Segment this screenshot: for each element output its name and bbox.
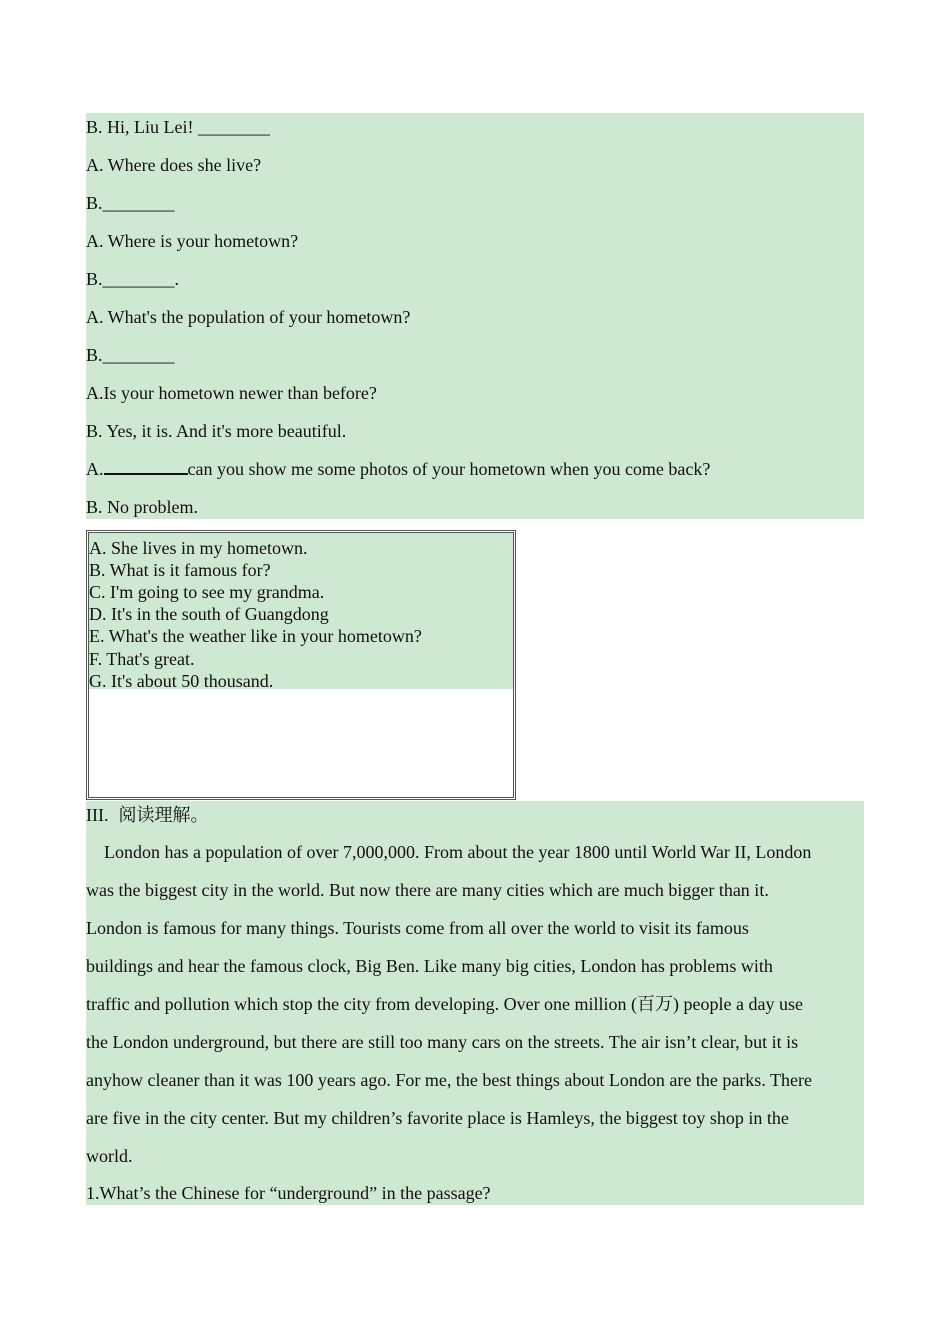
passage-line: the London underground, but there are still too many cars on the streets. The air isn’t clear, but it is (86, 1032, 799, 1052)
dialogue-line: B. Yes, it is. And it's more beautiful. (86, 421, 347, 441)
dialogue-speaker: A. (86, 459, 104, 479)
answer-blank[interactable] (104, 457, 188, 475)
dialogue-line: B.________. (86, 269, 180, 289)
dialogue-line: B.________ (86, 193, 175, 213)
question-text: 1.What’s the Chinese for “underground” in the passage? (86, 1183, 491, 1203)
option-item: E. What's the weather like in your hometown? (89, 626, 422, 646)
passage-line: traffic and pollution which stop the city from developing. Over one million (百万) people a day use (86, 994, 803, 1014)
passage-line: London has a population of over 7,000,000. From about the year 1800 until World War II, London (86, 842, 812, 862)
option-item: D. It's in the south of Guangdong (89, 604, 329, 624)
passage-line: buildings and hear the famous clock, Big Ben. Like many big cities, London has problems with (86, 956, 773, 976)
dialogue-line: B.________ (86, 345, 175, 365)
option-item: G. It's about 50 thousand. (89, 671, 274, 691)
options-box (86, 530, 516, 800)
option-item: F. That's great. (89, 649, 195, 669)
section-title: 阅读理解。 (118, 805, 209, 825)
passage-line: world. (86, 1146, 133, 1166)
dialogue-text: can you show me some photos of your hometown when you come back? (187, 459, 711, 479)
passage-line: are five in the city center. But my children’s favorite place is Hamleys, the biggest toy shop in the (86, 1108, 789, 1128)
dialogue-line: B. No problem. (86, 497, 198, 517)
option-item: C. I'm going to see my grandma. (89, 582, 325, 602)
option-item: B. What is it famous for? (89, 560, 271, 580)
dialogue-line: B. Hi, Liu Lei! ________ (86, 117, 270, 137)
section-number: III. (86, 805, 109, 825)
dialogue-line-with-blank (86, 457, 710, 481)
passage-line: London is famous for many things. Tourists come from all over the world to visit its famous (86, 918, 749, 938)
passage-line: anyhow cleaner than it was 100 years ago. For me, the best things about London are the parks. There (86, 1070, 812, 1090)
section-heading (86, 803, 208, 827)
dialogue-line: A.Is your hometown newer than before? (86, 383, 377, 403)
dialogue-line: A. Where is your hometown? (86, 231, 299, 251)
option-item: A. She lives in my hometown. (89, 538, 308, 558)
passage-line: was the biggest city in the world. But now there are many cities which are much bigger than it. (86, 880, 769, 900)
dialogue-line: A. What's the population of your hometown? (86, 307, 411, 327)
dialogue-line: A. Where does she live? (86, 155, 262, 175)
